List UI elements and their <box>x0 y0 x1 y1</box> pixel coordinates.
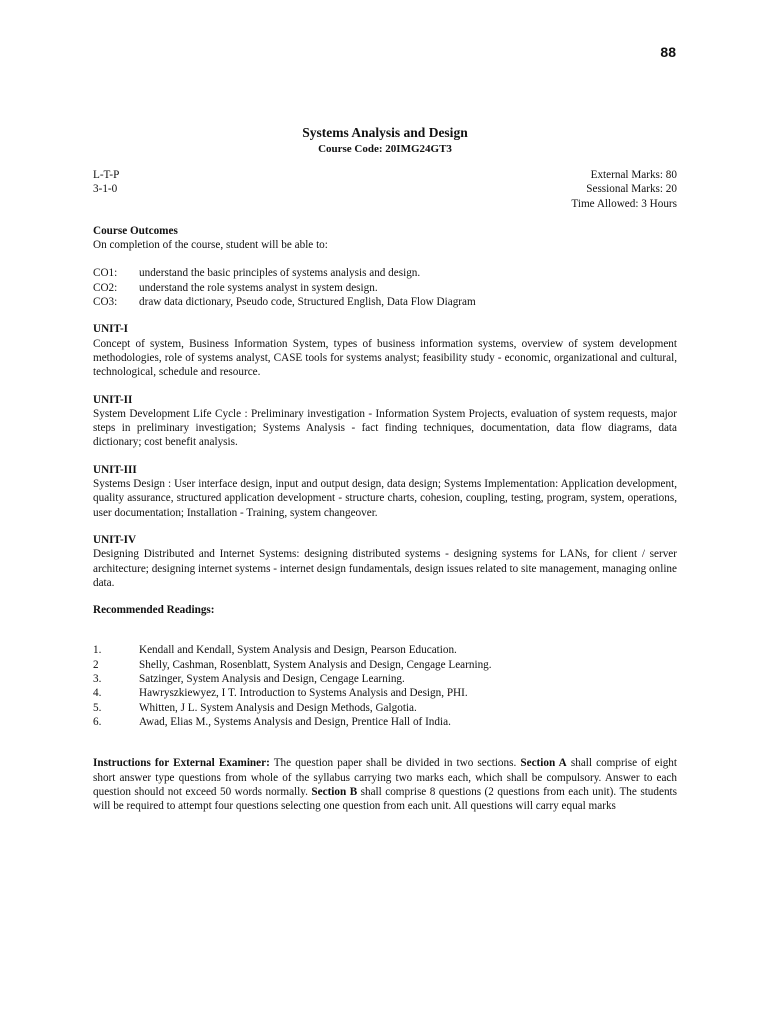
outcomes-heading: Course Outcomes <box>93 224 178 237</box>
unit-4 <box>93 533 677 590</box>
sessional-marks: Sessional Marks: 20 <box>586 183 677 196</box>
syllabus-document <box>93 124 677 813</box>
outcome-code: CO1: <box>93 267 118 280</box>
section-a-label: Section A <box>520 757 567 770</box>
page-title: Systems Analysis and Design <box>302 125 468 140</box>
external-marks: External Marks: 80 <box>590 169 677 181</box>
reading-number: 6. <box>93 715 102 728</box>
reading-number: 4. <box>93 687 102 700</box>
reading-text: Hawryszkiewyez, I T. Introduction to Systems Analysis and Design, PHI. <box>139 687 468 700</box>
outcome-text: draw data dictionary, Pseudo code, Structured English, Data Flow Diagram <box>139 296 476 309</box>
reading-number: 1. <box>93 644 102 657</box>
marks-block <box>571 168 677 211</box>
readings-heading: Recommended Readings: <box>93 604 215 617</box>
course-meta <box>93 168 677 211</box>
outcome-item <box>93 281 677 295</box>
reading-text: Satzinger, System Analysis and Design, Cengage Learning. <box>139 673 405 686</box>
reading-item <box>93 686 677 700</box>
unit-heading: UNIT-II <box>93 393 133 406</box>
reading-text: Shelly, Cashman, Rosenblatt, System Analysis and Design, Cengage Learning. <box>139 658 492 671</box>
instructions-text: The question paper shall be divided in two sections. <box>269 757 521 770</box>
unit-heading: UNIT-IV <box>93 533 137 546</box>
instructions-text: shall comprise of eight short answer type questions from whole of the syllabus carrying two marks each, which shall be compulsory. Answer to each question should not exceed 50 words normally. <box>93 757 678 798</box>
outcome-code: CO3: <box>93 296 118 309</box>
reading-text: Awad, Elias M., Systems Analysis and Design, Prentice Hall of India. <box>139 715 451 728</box>
section-b-label: Section B <box>311 785 358 798</box>
unit-3 <box>93 463 677 520</box>
unit-text: Systems Design : User interface design, input and output design, data design; Systems Implementation: Application development, quality assurance, structured application development - structure charts, cohesion, coupling, testing, program, system, operations, user documentation; Installation - Training, system changeover. <box>93 478 677 519</box>
outcomes-intro: On completion of the course, student will be able to: <box>93 239 328 252</box>
outcomes-list <box>93 266 677 309</box>
reading-item <box>93 715 677 729</box>
unit-text: Designing Distributed and Internet Systems: designing distributed systems - designing systems for LANs, for client / server architecture; designing internet systems - internet design fundamentals, design issues related to site management, managing online data. <box>93 548 677 589</box>
examiner-instructions <box>93 756 677 813</box>
outcome-code: CO2: <box>93 281 118 294</box>
reading-text: Kendall and Kendall, System Analysis and Design, Pearson Education. <box>139 644 457 657</box>
unit-text: System Development Life Cycle : Preliminary investigation - Information System Projects, evaluation of system requests, major steps in preliminary investigation; Systems Analysis - fact finding techniques, documentation, data flow diagrams, data dictionary; cost benefit analysis. <box>93 407 677 449</box>
unit-1 <box>93 322 677 379</box>
outcome-text: understand the basic principles of systems analysis and design. <box>139 267 421 280</box>
readings-list <box>93 643 677 729</box>
outcome-text: understand the role systems analyst in system design. <box>139 281 378 294</box>
ltp-block <box>93 168 119 211</box>
reading-number: 2 <box>93 658 99 671</box>
ltp-value: 3-1-0 <box>93 183 118 196</box>
reading-item <box>93 672 677 686</box>
unit-heading: UNIT-III <box>93 463 137 476</box>
reading-item <box>93 643 677 657</box>
reading-number: 5. <box>93 701 102 714</box>
unit-text: Concept of system, Business Information System, types of business information systems, overview of system development methodologies, role of systems analyst, CASE tools for systems analyst; feasibility study - economic, organizational and cultural, technological, schedule and resource. <box>93 337 677 379</box>
reading-text: Whitten, J L. System Analysis and Design Methods, Galgotia. <box>139 701 417 714</box>
unit-2 <box>93 393 677 450</box>
reading-item <box>93 701 677 715</box>
course-outcomes <box>93 224 677 309</box>
instructions-text: shall comprise 8 questions (2 questions from each unit). The students will be required to attempt four questions selecting one question from each unit. All questions will carry equal marks <box>93 785 678 813</box>
time-allowed: Time Allowed: 3 Hours <box>571 197 677 210</box>
instructions-label: Instructions for External Examiner: <box>93 757 270 770</box>
unit-heading: UNIT-I <box>93 323 129 336</box>
outcome-item <box>93 295 677 309</box>
outcome-item <box>93 266 677 280</box>
ltp-label: L-T-P <box>93 169 120 181</box>
reading-number: 3. <box>93 673 102 686</box>
course-code: Course Code: 20IMG24GT3 <box>318 143 452 155</box>
page-number: 88 <box>660 44 676 60</box>
reading-item <box>93 658 677 672</box>
